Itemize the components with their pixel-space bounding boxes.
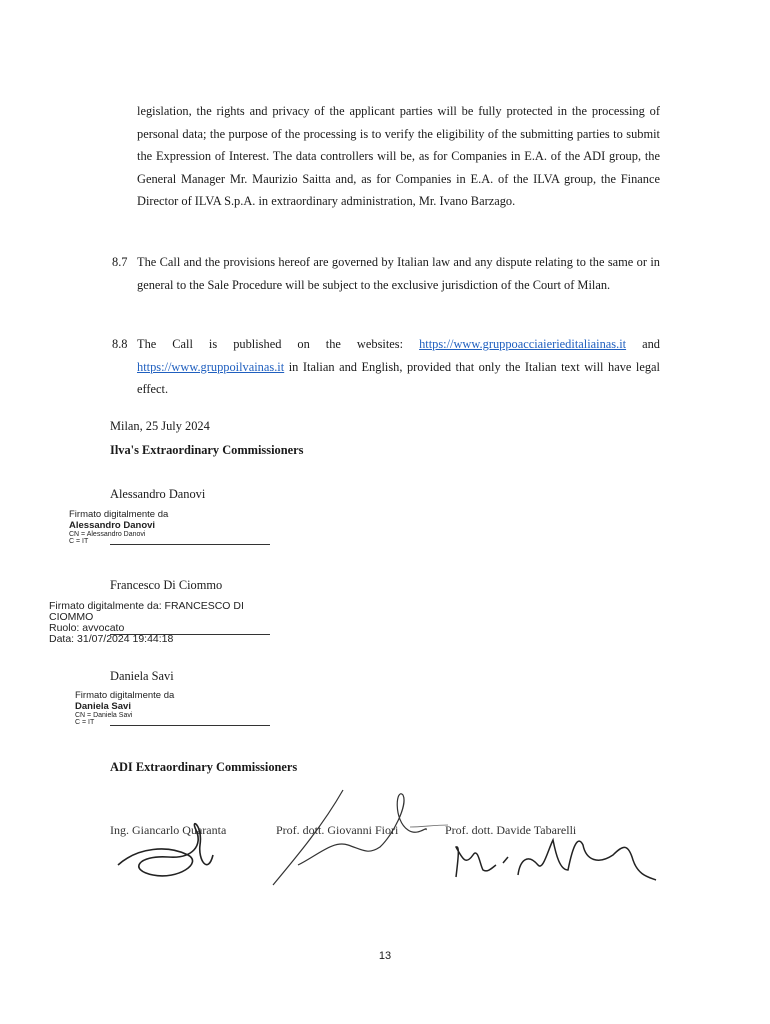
stamp-label: Firmato digitalmente da: FRANCESCO DI (49, 600, 244, 612)
digital-signature-stamp-savi (75, 690, 174, 726)
stamp-cn: CN = Alessandro Danovi (69, 531, 146, 538)
clause-8-8-post: in Italian and English, provided that only the Italian text will have legal effect. (137, 359, 660, 397)
stamp-role: Ruolo: avvocato (49, 622, 125, 634)
adi-signatures-image (108, 785, 668, 895)
signature-fiori (273, 790, 426, 885)
stamp-cn: CN = Daniela Savi (75, 712, 133, 719)
ilva-commissioners-heading: Ilva's Extraordinary Commissioners (110, 443, 304, 457)
link-gruppoilvainas[interactable]: https://www.gruppoilvainas.it (137, 359, 285, 374)
signatory-name-diciommo: Francesco Di Ciommo (110, 578, 223, 592)
stamp-label: Firmato digitalmente da (69, 509, 169, 520)
stamp-label: Firmato digitalmente da (75, 690, 175, 701)
stamp-date: Data: 31/07/2024 19:44:18 (49, 633, 174, 645)
signature-line-danovi (110, 544, 270, 545)
clause-8-8-pre: The Call is published on the websites: (137, 337, 420, 351)
adi-commissioners-heading: ADI Extraordinary Commissioners (110, 760, 298, 774)
signature-quaranta (118, 824, 213, 876)
link-gruppoacciaierieditaliainas[interactable]: https://www.gruppoacciaierieditaliainas.it (419, 337, 627, 351)
adi-signatory-quaranta: Ing. Giancarlo Quaranta (110, 823, 227, 837)
clause-number-8-8: 8.8 (112, 337, 128, 351)
paragraph-continuation: legislation, the rights and privacy of the applicant parties will be fully protected in the processing of personal data; the purpose of the processing is to verify the eligibility of the submitting parties to submit the Expression of Interest. The data controllers will be, as for Companies in E.A. of the ADI group, the General Manager Mr. Maurizio Saitta and, as for Companies in E.A. of the ILVA group, the Finance Director of ILVA S.p.A. in extraordinary administration, Mr. Ivano Barzago. (137, 104, 660, 209)
signatory-name-danovi: Alessandro Danovi (110, 487, 206, 501)
stamp-country: C = IT (69, 538, 89, 545)
signature-line-diciommo (110, 634, 270, 635)
clause-8-8-text (137, 333, 660, 401)
digital-signature-stamp-danovi (69, 509, 168, 545)
adi-signatory-tabarelli: Prof. dott. Davide Tabarelli (445, 823, 577, 837)
place-date: Milan, 25 July 2024 (110, 419, 210, 433)
page-number: 13 (378, 950, 392, 962)
stamp-signer-cont: CIOMMO (49, 611, 94, 623)
stamp-signer: Daniela Savi (75, 701, 131, 712)
clause-8-8-mid: and (626, 337, 660, 351)
signature-stroke (410, 825, 448, 827)
clause-number-8-7: 8.7 (112, 255, 128, 269)
stamp-signer: Alessandro Danovi (69, 520, 156, 531)
signatory-name-savi: Daniela Savi (110, 669, 174, 683)
clause-8-7-text: The Call and the provisions hereof are governed by Italian law and any dispute relating to the same or in general to the Sale Procedure will be subject to the exclusive jurisdiction of the Court of Milan. (137, 255, 660, 292)
stamp-country: C = IT (75, 719, 95, 726)
digital-signature-stamp-diciommo (49, 601, 244, 645)
signature-line-savi (110, 725, 270, 726)
adi-signatory-fiori: Prof. dott. Giovanni Fiori (276, 823, 399, 837)
signature-tabarelli (456, 840, 656, 880)
handwritten-signatures (108, 785, 668, 895)
